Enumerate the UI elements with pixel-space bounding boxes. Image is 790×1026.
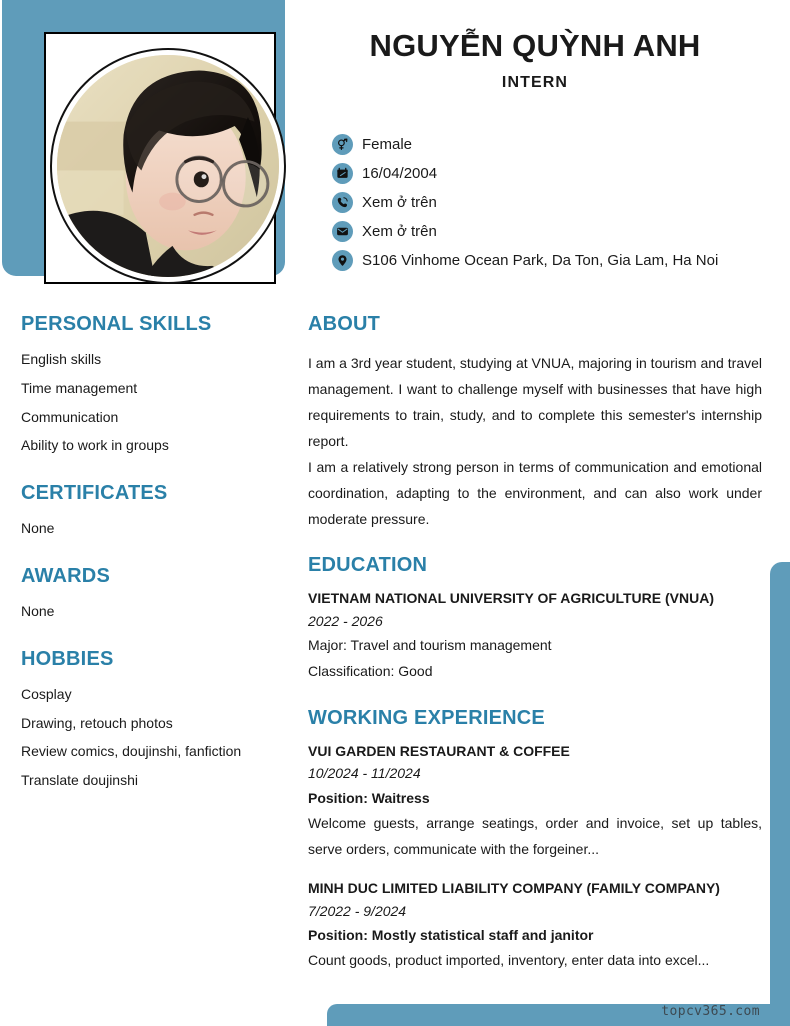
entry-position: Position: Waitress <box>308 789 430 806</box>
section-heading: HOBBIES <box>21 647 114 670</box>
list-item: Drawing, retouch photos <box>21 714 173 731</box>
section-heading: PERSONAL SKILLS <box>21 313 212 335</box>
contact-value: Female <box>362 135 413 153</box>
list-item: None <box>21 602 55 619</box>
contact-item-birthdate <box>332 159 772 188</box>
entry-organization: VIETNAM NATIONAL UNIVERSITY OF AGRICULTURE (VNUA) <box>308 590 714 607</box>
entry-date-range: 2022 - 2026 <box>308 612 383 629</box>
section-hobbies <box>21 648 283 789</box>
page-title: NGUYỄN QUỲNH ANH <box>369 28 701 63</box>
contact-value: 16/04/2004 <box>362 164 438 182</box>
section-heading: CERTIFICATES <box>21 482 168 505</box>
section-about <box>308 313 762 532</box>
list-item: Review comics, doujinshi, fanfiction <box>21 743 242 760</box>
main-column <box>308 313 762 995</box>
entry-description: Count goods, product imported, inventory, enter data into excel... <box>308 952 710 969</box>
calendar-icon <box>332 163 353 184</box>
contact-value: Xem ở trên <box>362 222 437 240</box>
list-item: Time management <box>21 379 138 396</box>
section-heading: AWARDS <box>21 564 110 587</box>
sidebar <box>21 313 283 789</box>
list-item: Translate doujinshi <box>21 772 138 789</box>
phone-icon <box>332 192 353 213</box>
list-item: English skills <box>21 351 102 367</box>
about-paragraph: I am a 3rd year student, studying at VNUA, majoring in tourism and travel management. I want to challenge myself with businesses that have high requirements to train, study, and to complete this semester's internship report. <box>308 355 762 450</box>
section-working-experience <box>308 707 762 974</box>
entry-date-range: 7/2022 - 9/2024 <box>308 902 407 919</box>
location-icon <box>332 250 353 271</box>
section-heading: EDUCATION <box>308 554 428 577</box>
list-item: Ability to work in groups <box>21 437 169 454</box>
contact-list <box>332 130 772 275</box>
entry-organization: VUI GARDEN RESTAURANT & COFFEE <box>308 742 570 759</box>
section-certificates <box>21 482 283 537</box>
email-icon <box>332 221 353 242</box>
header <box>300 28 770 92</box>
section-awards <box>21 565 283 620</box>
entry-date-range: 10/2024 - 11/2024 <box>308 765 421 782</box>
list-item: Communication <box>21 408 119 425</box>
contact-item-phone <box>332 188 772 217</box>
entry-major: Major: Travel and tourism management <box>308 637 552 653</box>
contact-value: S106 Vinhome Ocean Park, Da Ton, Gia Lam, Ha Noi <box>362 251 719 269</box>
experience-entry <box>308 878 762 973</box>
section-heading: WORKING EXPERIENCE <box>308 706 545 729</box>
contact-item-gender <box>332 130 772 159</box>
decorative-blue-bar-right <box>770 562 790 1026</box>
contact-value: Xem ở trên <box>362 193 437 211</box>
section-personal-skills <box>21 313 283 454</box>
list-item: None <box>21 520 55 537</box>
watermark-text: topcv365.com <box>661 1004 760 1019</box>
avatar-photo <box>57 55 279 277</box>
gender-icon <box>332 134 353 155</box>
about-paragraph: I am a relatively strong person in terms of communication and emotional coordination, adapting to the environment, and can also work under moderate pressure. <box>308 459 762 528</box>
job-title: INTERN <box>501 73 569 91</box>
list-item: Cosplay <box>21 685 72 702</box>
entry-position: Position: Mostly statistical staff and janitor <box>308 926 594 943</box>
entry-organization: MINH DUC LIMITED LIABILITY COMPANY (FAMILY COMPANY) <box>308 880 720 897</box>
avatar <box>50 48 286 284</box>
experience-entry <box>308 741 762 862</box>
entry-description: Welcome guests, arrange seatings, order and invoice, set up tables, serve orders, communicate with the forgeiner... <box>308 815 762 858</box>
contact-item-address <box>332 246 772 275</box>
contact-item-email <box>332 217 772 246</box>
entry-classification: Classification: Good <box>308 662 433 679</box>
section-education <box>308 554 762 685</box>
section-heading: ABOUT <box>308 313 381 335</box>
avatar-portrait-graphic <box>57 55 279 277</box>
education-entry <box>308 588 762 685</box>
